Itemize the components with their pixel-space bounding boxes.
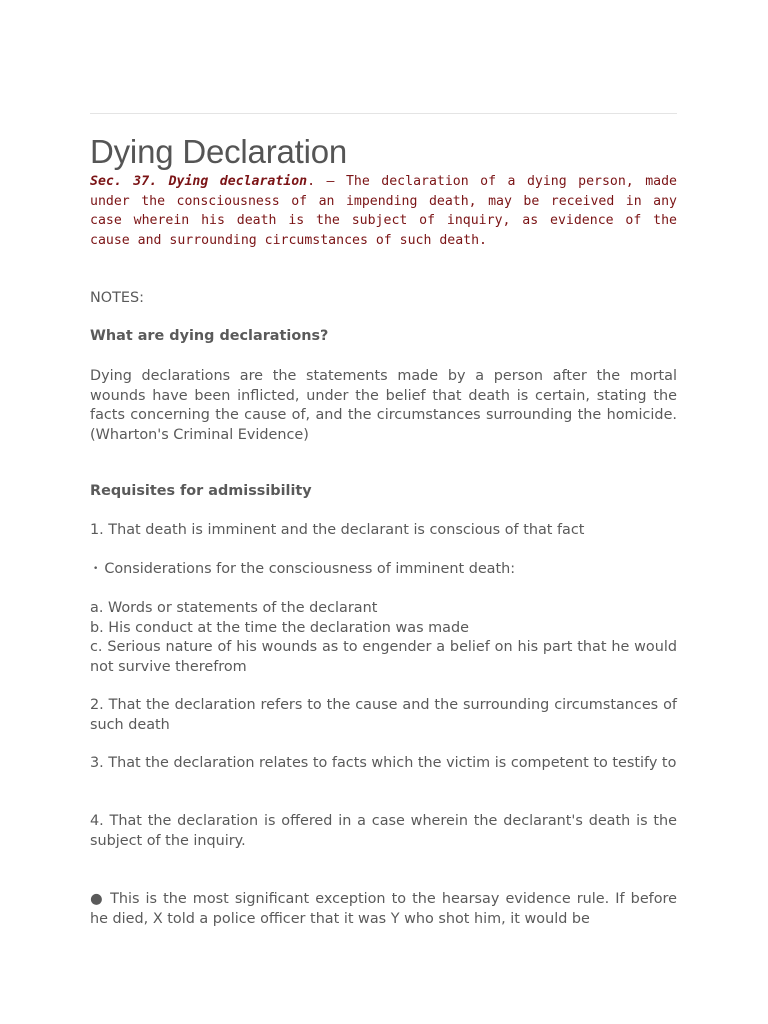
requisite-item-1: 1. That death is imminent and the declarant is conscious of that fact	[90, 522, 585, 538]
closing-paragraph	[90, 890, 677, 929]
considerations-line	[90, 560, 677, 580]
list-item: a. Words or statements of the declarant	[90, 600, 378, 616]
notes-label: NOTES:	[90, 290, 144, 306]
section-heading: Sec. 37. Dying declaration	[90, 174, 308, 189]
bullet-icon: ●	[90, 891, 105, 907]
considerations-text: Considerations for the consciousness of imminent death:	[104, 561, 516, 577]
list-item: b. His conduct at the time the declaration was made	[90, 619, 469, 636]
page-title: Dying Declaration	[90, 133, 348, 170]
top-divider	[90, 113, 677, 114]
requisite-item-3: 3. That the declaration relates to facts which the victim is competent to testify to	[90, 755, 677, 771]
requisite-item-2: 2. That the declaration refers to the cause and the surrounding circumstances of such death	[90, 697, 677, 733]
considerations-list	[90, 599, 677, 677]
closing-text: This is the most significant exception to the hearsay evidence rule. If before he died, X told a police officer that it was Y who shot him, it would be	[90, 891, 677, 927]
question-heading: What are dying declarations?	[90, 328, 329, 344]
requisites-heading: Requisites for admissibility	[90, 483, 312, 499]
section-37-text	[90, 172, 677, 250]
bullet-icon: •	[93, 564, 99, 574]
list-item: c. Serious nature of his wounds as to engender a belief on his part that he would not survive therefrom	[90, 639, 677, 675]
definition-paragraph: Dying declarations are the statements made by a person after the mortal wounds have been inflicted, under the belief that death is certain, stating the facts concerning the cause of, and the circumstances surrounding the homicide. (Wharton's Criminal Evidence)	[90, 368, 677, 443]
section-body: . – The declaration of a dying person, made under the consciousness of an impending death, may be received in any case wherein his death is the subject of inquiry, as evidence of the cause and surrounding circumstances of such death.	[90, 174, 677, 248]
requisite-item-4: 4. That the declaration is offered in a case wherein the declarant's death is the subject of the inquiry.	[90, 813, 677, 849]
